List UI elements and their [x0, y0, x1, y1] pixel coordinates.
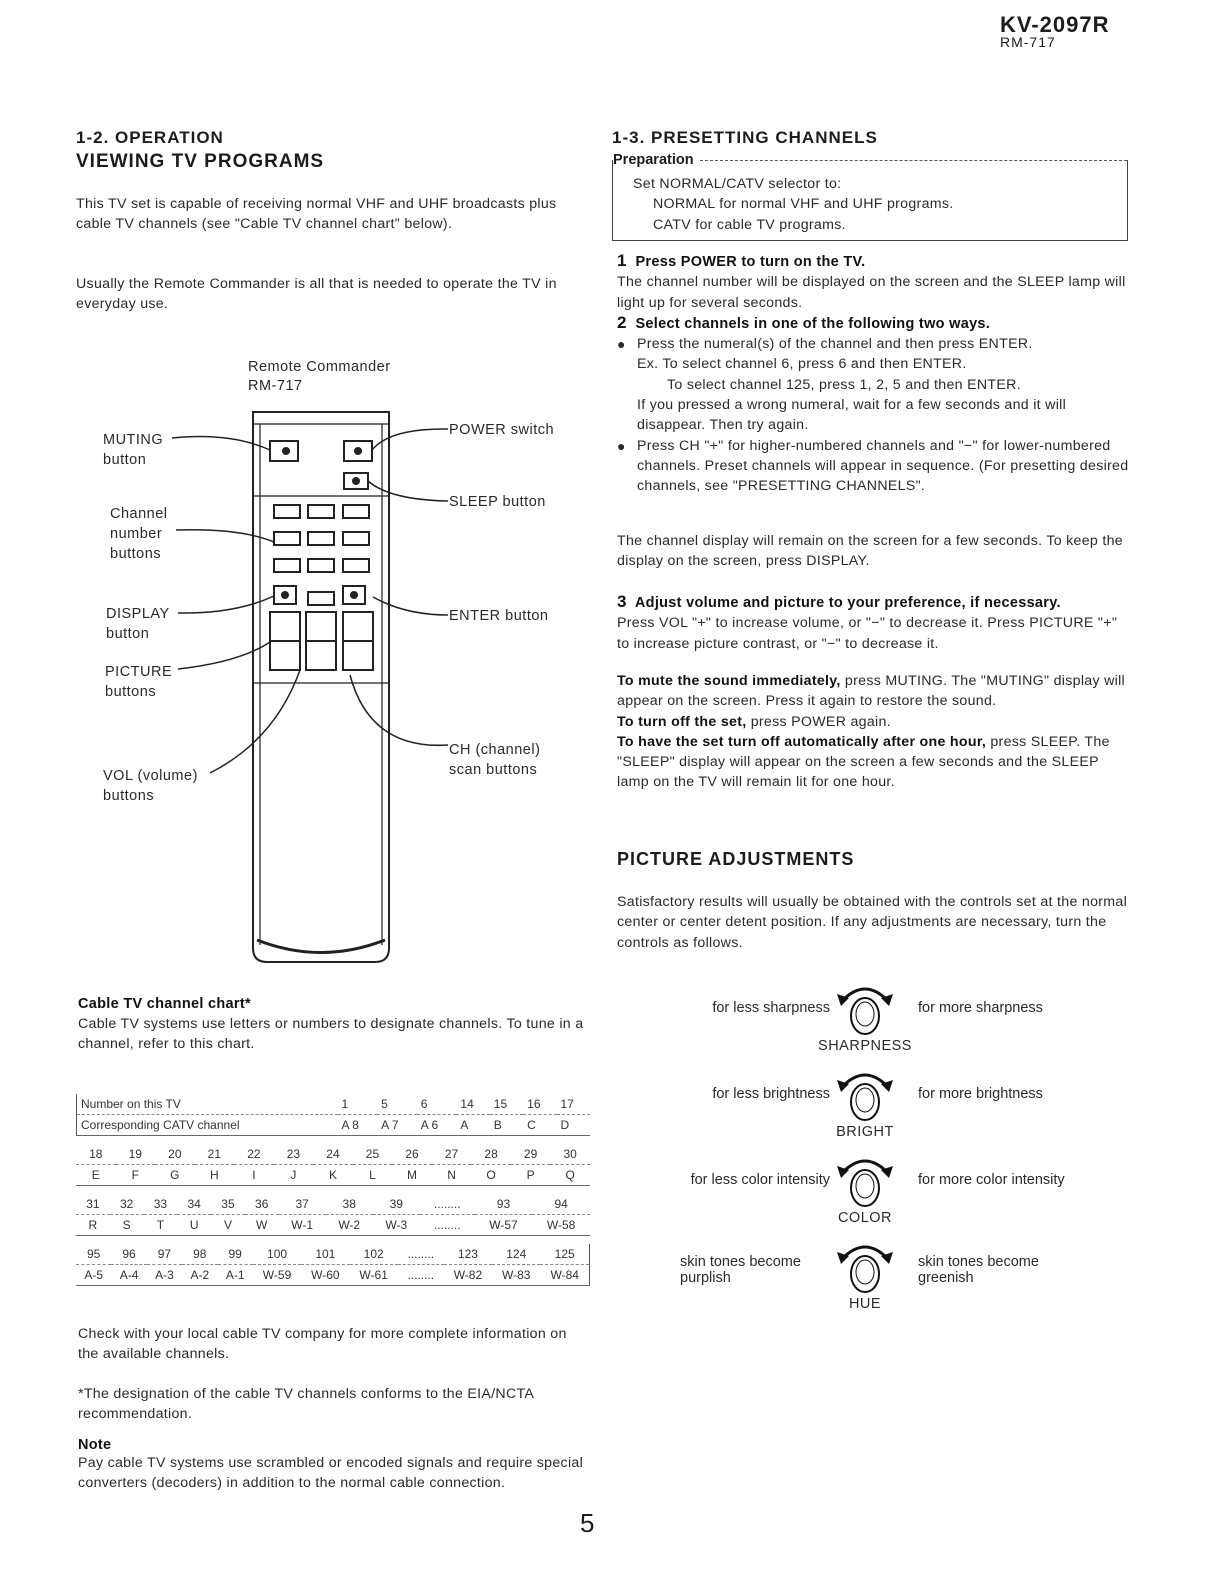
row2-chan: ........ [420, 1215, 475, 1236]
callout-sleep [449, 492, 546, 512]
row3-num: 96 [111, 1244, 146, 1265]
row3-num: 125 [540, 1244, 589, 1265]
row3-chan: W-83 [492, 1265, 540, 1286]
row2-chan: V [211, 1215, 245, 1236]
channel-label-1: Channel [110, 506, 168, 522]
sleep-label: SLEEP button [449, 494, 546, 510]
row1-num: 28 [471, 1144, 511, 1165]
prep-line-1: Set NORMAL/CATV selector to: [633, 176, 842, 192]
row3-num: 101 [301, 1244, 349, 1265]
power-label: POWER switch [449, 422, 555, 438]
viewing-title: VIEWING TV PROGRAMS [76, 151, 325, 172]
row2-num: 33 [144, 1194, 178, 1215]
knob-dial-icon [833, 1240, 897, 1296]
knob-row-color [660, 1154, 1088, 1226]
picture-adjustments-title: PICTURE ADJUSTMENTS [617, 849, 855, 869]
mute-tip-bold: To mute the sound immediately, [617, 673, 841, 689]
step-3-body: Press VOL "+" to increase volume, or "−" to decrease it. Press PICTURE "+" to increase picture contrast, or "−" to decrease it. [617, 615, 1118, 652]
muting-label: MUTING [103, 432, 164, 448]
knob-more: for more brightness [918, 1086, 1043, 1102]
knob-label: SHARPNESS [818, 1038, 912, 1054]
head-num: 17 [557, 1094, 590, 1115]
row1-num: 23 [274, 1144, 314, 1165]
head-label-number: Number on this TV [77, 1094, 338, 1115]
remote-caption-model: RM-717 [248, 378, 303, 394]
row3-chan: W-60 [301, 1265, 349, 1286]
head-num: 14 [456, 1094, 489, 1115]
head-num: 6 [417, 1094, 457, 1115]
row2-num: 94 [532, 1194, 590, 1215]
row1-num: 29 [511, 1144, 551, 1165]
tips-block [617, 671, 1129, 793]
knob-dial-icon [833, 1068, 897, 1124]
prep-line-3: CATV for cable TV programs. [653, 216, 846, 233]
display-label-2: button [106, 626, 150, 642]
catv-head-table [76, 1094, 590, 1136]
row3-chan: W-84 [540, 1265, 589, 1286]
display-label: DISPLAY [106, 606, 170, 622]
knob-row-hue [660, 1240, 1068, 1312]
row1-num: 20 [155, 1144, 195, 1165]
page-number: 5 [580, 1508, 595, 1538]
step-1-heading [617, 251, 1129, 272]
row2-chan: S [110, 1215, 144, 1236]
head-chan: B [490, 1115, 523, 1136]
row2-num: 32 [110, 1194, 144, 1215]
bullet-numerals: ● Press the numeral(s) of the channel and then press ENTER. [617, 334, 1129, 354]
row3-chan: W-59 [253, 1265, 301, 1286]
step-2-text: Select channels in one of the following two ways. [635, 315, 991, 332]
knob-less: skin tones become purplish [680, 1254, 801, 1286]
remote-caption: Remote Commander [248, 359, 391, 375]
step-2-heading [617, 313, 1129, 334]
catv-table [76, 1094, 590, 1286]
callout-power [449, 420, 554, 440]
knob-row-sharpness [660, 982, 1088, 1054]
bullet-ch-scan: ● Press CH "+" for higher-numbered channels and "−" for lower-numbered channels. Preset channels will appear in sequence. (For presetting desired channels, see "PRESETTING CHANNELS". [617, 436, 1129, 497]
row1-chan: K [313, 1165, 353, 1186]
mute-tip-text: press MUTING. The "MUTING" display will appear on the screen. Press it again to restore the sound. [617, 673, 1126, 710]
step-1-body: The channel number will be displayed on the screen and the SLEEP lamp will light up for several seconds. [617, 274, 1126, 311]
head-label-catv: Corresponding CATV channel [77, 1115, 338, 1136]
muting-label-2: button [103, 452, 147, 468]
note-body: Pay cable TV systems use scrambled or encoded signals and require special converters (decoders) in addition to the normal cable connection. [78, 1455, 584, 1492]
intro-paragraph-2: Usually the Remote Commander is all that is needed to operate the TV in everyday use. [76, 276, 557, 313]
row2-num: 36 [245, 1194, 279, 1215]
row2-chan: W-58 [532, 1215, 590, 1236]
row1-chan: H [195, 1165, 235, 1186]
row2-chan: R [76, 1215, 110, 1236]
row3-chan: ........ [398, 1265, 444, 1286]
callout-picture [105, 662, 172, 702]
row2-chan: W [245, 1215, 279, 1236]
example-2: To select channel 125, press 1, 2, 5 and then ENTER. [667, 376, 1021, 393]
head-chan: A 7 [377, 1115, 417, 1136]
row3-num: 123 [444, 1244, 492, 1265]
step-2-number: 2 [617, 312, 627, 332]
row1-chan: M [392, 1165, 432, 1186]
row1-num: 19 [116, 1144, 156, 1165]
callout-display [106, 604, 170, 644]
callout-vol [103, 766, 198, 806]
display-paragraph: The channel display will remain on the screen for a few seconds. To keep the display on the screen, press DISPLAY. [617, 533, 1123, 570]
preparation-title: Preparation [613, 152, 700, 168]
step-1-text: Press POWER to turn on the TV. [635, 254, 866, 270]
knob-less: for less sharpness [712, 1000, 830, 1016]
steps-block [617, 251, 1129, 497]
note-title: Note [78, 1437, 112, 1453]
channel-label-2: number [110, 526, 163, 542]
row1-num: 24 [313, 1144, 353, 1165]
knob-less: for less color intensity [690, 1172, 830, 1188]
head-chan: A [456, 1115, 489, 1136]
example-1: Ex. To select channel 6, press 6 and then ENTER. [637, 356, 967, 373]
row3-chan: A-2 [182, 1265, 217, 1286]
head-chan: D [557, 1115, 590, 1136]
check-paragraph: Check with your local cable TV company for more complete information on the available channels. [78, 1326, 567, 1363]
row1-num: 22 [234, 1144, 274, 1165]
sleep-tip-bold: To have the set turn off automatically after one hour, [617, 733, 987, 750]
row2-num: 93 [475, 1194, 533, 1215]
head-num: 16 [523, 1094, 556, 1115]
bullet-2-text: Press CH "+" for higher-numbered channels and "−" for lower-numbered channels. Preset channels will appear in sequence. (For presetting desired channels, see "PRESETTING CHANNELS". [637, 437, 1129, 495]
ch-label-2: scan buttons [449, 762, 538, 778]
row1-num: 21 [195, 1144, 235, 1165]
callout-enter [449, 606, 549, 626]
cable-chart-title: Cable TV channel chart* [78, 996, 251, 1012]
cable-chart-desc: Cable TV systems use letters or numbers to designate channels. To tune in a channel, refer to this chart. [78, 1016, 584, 1053]
remote-model: RM-717 [1000, 34, 1056, 50]
head-chan: C [523, 1115, 556, 1136]
footnote: *The designation of the cable TV channels conforms to the EIA/NCTA recommendation. [78, 1386, 534, 1423]
enter-label: ENTER button [449, 608, 549, 624]
row3-num: ........ [398, 1244, 444, 1265]
row1-chan: Q [550, 1165, 590, 1186]
row1-num: 30 [550, 1144, 590, 1165]
head-num: 5 [377, 1094, 417, 1115]
step-3-heading [617, 592, 1129, 613]
row2-num: 37 [279, 1194, 326, 1215]
callout-channel [110, 504, 168, 564]
knob-less: for less brightness [712, 1086, 830, 1102]
picture-intro: Satisfactory results will usually be obtained with the controls set at the normal center or center detent position. If any adjustments are necessary, turn the controls as follows. [617, 894, 1128, 951]
preparation-box [612, 152, 1128, 241]
row2-num: 34 [177, 1194, 211, 1215]
step-3-number: 3 [617, 592, 627, 611]
row3-chan: W-82 [444, 1265, 492, 1286]
off-tip [617, 712, 1129, 732]
vol-label: VOL (volume) [103, 768, 198, 784]
row3-num: 100 [253, 1244, 301, 1265]
step-3-text: Adjust volume and picture to your preference, if necessary. [634, 595, 1061, 611]
row2-num: ........ [420, 1194, 475, 1215]
row1-chan: P [511, 1165, 551, 1186]
row2-chan: W-1 [279, 1215, 326, 1236]
row3-num: 95 [76, 1244, 111, 1265]
row3-num: 124 [492, 1244, 540, 1265]
head-num: 1 [338, 1094, 378, 1115]
row2-chan: U [177, 1215, 211, 1236]
off-tip-text: press POWER again. [746, 713, 891, 730]
row2-chan: T [144, 1215, 178, 1236]
bullet-1-text: Press the numeral(s) of the channel and then press ENTER. [637, 336, 1033, 353]
mute-tip [617, 671, 1129, 712]
callout-muting [103, 430, 163, 470]
knob-more: for more color intensity [918, 1172, 1065, 1188]
catv-row-2 [76, 1194, 590, 1236]
step-3-block [617, 592, 1129, 654]
row2-chan: W-57 [475, 1215, 533, 1236]
row3-chan: A-4 [111, 1265, 146, 1286]
row1-chan: I [234, 1165, 274, 1186]
row2-chan: W-2 [326, 1215, 373, 1236]
knob-more: skin tones become greenish [918, 1254, 1039, 1286]
picture-label-2: buttons [105, 684, 157, 700]
head-chan: A 6 [417, 1115, 457, 1136]
callout-ch [449, 740, 540, 780]
model-number: KV-2097R [1000, 12, 1110, 37]
knob-row-bright [660, 1068, 1088, 1140]
row1-chan: N [432, 1165, 472, 1186]
row2-num: 35 [211, 1194, 245, 1215]
ch-label: CH (channel) [449, 742, 541, 758]
row2-num: 38 [326, 1194, 373, 1215]
channel-label-3: buttons [110, 546, 162, 562]
row1-chan: L [353, 1165, 393, 1186]
picture-label: PICTURE [105, 664, 173, 680]
row3-num: 98 [182, 1244, 217, 1265]
row1-num: 27 [432, 1144, 472, 1165]
knob-label: BRIGHT [836, 1124, 894, 1140]
section-presetting: 1-3. PRESETTING CHANNELS [612, 128, 878, 147]
row1-chan: F [116, 1165, 156, 1186]
row3-chan: A-3 [147, 1265, 182, 1286]
knob-dial-icon [833, 982, 897, 1038]
knob-more: for more sharpness [918, 1000, 1043, 1016]
row1-chan: J [274, 1165, 314, 1186]
catv-row-3 [76, 1244, 590, 1286]
row3-chan: A-1 [218, 1265, 253, 1286]
step-1-number: 1 [617, 251, 627, 270]
row1-num: 26 [392, 1144, 432, 1165]
off-tip-bold: To turn off the set, [617, 713, 747, 730]
sleep-tip-text: press SLEEP. The "SLEEP" display will appear on the screen a few seconds and the SLEEP lamp on the TV will remain lit for one hour. [617, 733, 1110, 791]
row3-chan: A-5 [76, 1265, 111, 1286]
row3-num: 97 [147, 1244, 182, 1265]
row3-num: 102 [350, 1244, 398, 1265]
row1-chan: E [76, 1165, 116, 1186]
row1-num: 25 [353, 1144, 393, 1165]
sleep-tip [617, 732, 1129, 793]
row1-chan: O [471, 1165, 511, 1186]
intro-paragraph-1: This TV set is capable of receiving normal VHF and UHF broadcasts plus cable TV channels (see "Cable TV channel chart" below). [76, 196, 557, 233]
knob-label: HUE [848, 1296, 882, 1312]
section-operation: 1-2. OPERATION [76, 128, 224, 147]
knob-dial-icon [833, 1154, 897, 1210]
row1-chan: G [155, 1165, 195, 1186]
prep-line-2: NORMAL for normal VHF and UHF programs. [653, 196, 954, 213]
vol-label-2: buttons [103, 788, 155, 804]
row2-num: 31 [76, 1194, 110, 1215]
catv-row-1 [76, 1144, 590, 1186]
row3-num: 99 [218, 1244, 253, 1265]
head-chan: A 8 [338, 1115, 378, 1136]
row2-chan: W-3 [373, 1215, 420, 1236]
wrong-numeral-note: If you pressed a wrong numeral, wait for a few seconds and it will disappear. Then try again. [637, 397, 1067, 434]
row2-num: 39 [373, 1194, 420, 1215]
head-num: 15 [490, 1094, 523, 1115]
row1-num: 18 [76, 1144, 116, 1165]
row3-chan: W-61 [350, 1265, 398, 1286]
knob-label: COLOR [837, 1210, 893, 1226]
